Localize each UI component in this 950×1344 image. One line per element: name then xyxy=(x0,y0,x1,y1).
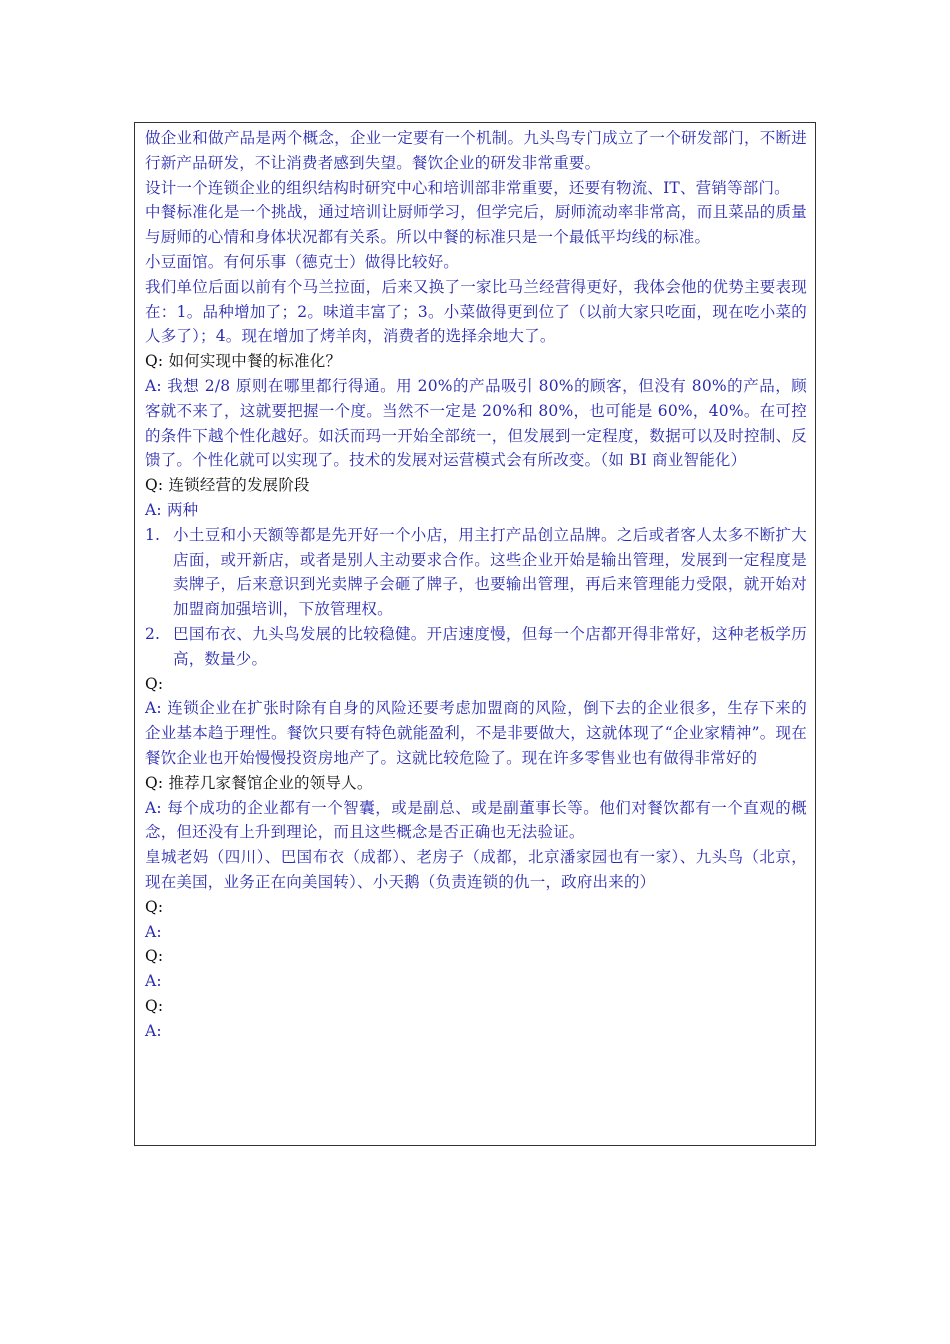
paragraph-restaurant-list: 皇城老妈（四川）、巴国布衣（成都）、老房子（成都，北京潘家园也有一家）、九头鸟（北京，现在美国，业务正在向美国转）、小天鹅（负责连锁的仇一，政府出来的） xyxy=(145,848,807,891)
question-empty: Q: xyxy=(145,674,164,693)
question-empty: Q: xyxy=(145,947,164,966)
list-item-text: 巴国布衣、九头鸟发展的比较稳健。开店速度慢，但每一个店都开得非常好，这种老板学历高，数量少。 xyxy=(173,624,807,668)
question-empty: Q: xyxy=(145,897,164,916)
list-item-text: 小土豆和小天额等都是先开好一个小店，用主打产品创立品牌。之后或者客人太多不断扩大店面，或开新店，或者是别人主动要求合作。这些企业开始是输出管理，发展到一定程度是卖牌子，后来意识到光卖牌子会砸了牌子，也要输出管理，再后来管理能力受限，就开始对加盟商加强培训，下放管理权。 xyxy=(173,525,807,619)
paragraph-malan-noodles: 我们单位后面以前有个马兰拉面，后来又换了一家比马兰经营得更好，我体会他的优势主要表现在：1。品种增加了；2。味道丰富了；3。小菜做得更到位了（以前大家只吃面，现在吃小菜的人多了）；4。现在增加了烤羊肉，消费者的选择余地大了。 xyxy=(145,277,807,346)
answer-empty: A: xyxy=(145,972,162,991)
question-empty: Q: xyxy=(145,996,164,1015)
paragraph-org-structure: 设计一个连锁企业的组织结构时研究中心和培训部非常重要，还要有物流、IT、营销等部门。 xyxy=(145,178,790,197)
document-frame xyxy=(134,122,816,1146)
question-chain-stages: Q: 连锁经营的发展阶段 xyxy=(145,476,310,495)
list-item xyxy=(145,523,807,622)
list-item-number: 2. xyxy=(145,624,161,643)
list-item xyxy=(145,622,807,672)
list-item-number: 1. xyxy=(145,525,161,544)
answer-chain-risk: A: 连锁企业在扩张时除有自身的风险还要考虑加盟商的风险，倒下去的企业很多，生存下来的企业基本趋于理性。餐饮只要有特色就能盈利，不是非要做大，这就体现了“企业家精神”。现在餐饮企业也开始慢慢投资房地产了。这就比较危险了。现在许多零售业也有做得非常好的 xyxy=(145,699,807,767)
answer-recommend-leaders: A: 每个成功的企业都有一个智囊，或是副总、或是副董事长等。他们对餐饮都有一个直观的概念，但还没有上升到理论，而且这些概念是否正确也无法验证。 xyxy=(145,798,807,842)
answer-empty: A: xyxy=(145,922,162,941)
answer-chain-stages: A: 两种 xyxy=(145,500,199,519)
paragraph-standardization-challenge: 中餐标准化是一个挑战，通过培训让厨师学习，但学完后，厨师流动率非常高，而且菜品的质量与厨师的心情和身体状况都有关系。所以中餐的标准只是一个最低平均线的标准。 xyxy=(145,203,807,247)
answer-empty: A: xyxy=(145,1021,162,1040)
answer-standardization: A: 我想 2/8 原则在哪里都行得通。用 20%的产品吸引 80%的顾客，但没有 80%的产品，顾客就不来了，这就要把握一个度。当然不一定是 20%和 80%，也可能是 60%，40%。在可控的条件下越个性化越好。如沃而玛一开始全部统一，但发展到一定程度，数据可以及时控制、反馈了。个性化就可以实现了。技术的发展对运营模式会有所改变。（如 BI 商业智能化） xyxy=(145,376,807,470)
question-recommend-leaders: Q: 推荐几家餐馆企业的领导人。 xyxy=(145,773,373,792)
paragraph-noodle-shop: 小豆面馆。有何乐事（德克士）做得比较好。 xyxy=(145,252,460,271)
paragraph-rnd-department: 做企业和做产品是两个概念，企业一定要有一个机制。九头鸟专门成立了一个研发部门，不断进行新产品研发，不让消费者感到失望。餐饮企业的研发非常重要。 xyxy=(145,129,807,172)
question-standardization: Q: 如何实现中餐的标准化？ xyxy=(145,352,342,371)
